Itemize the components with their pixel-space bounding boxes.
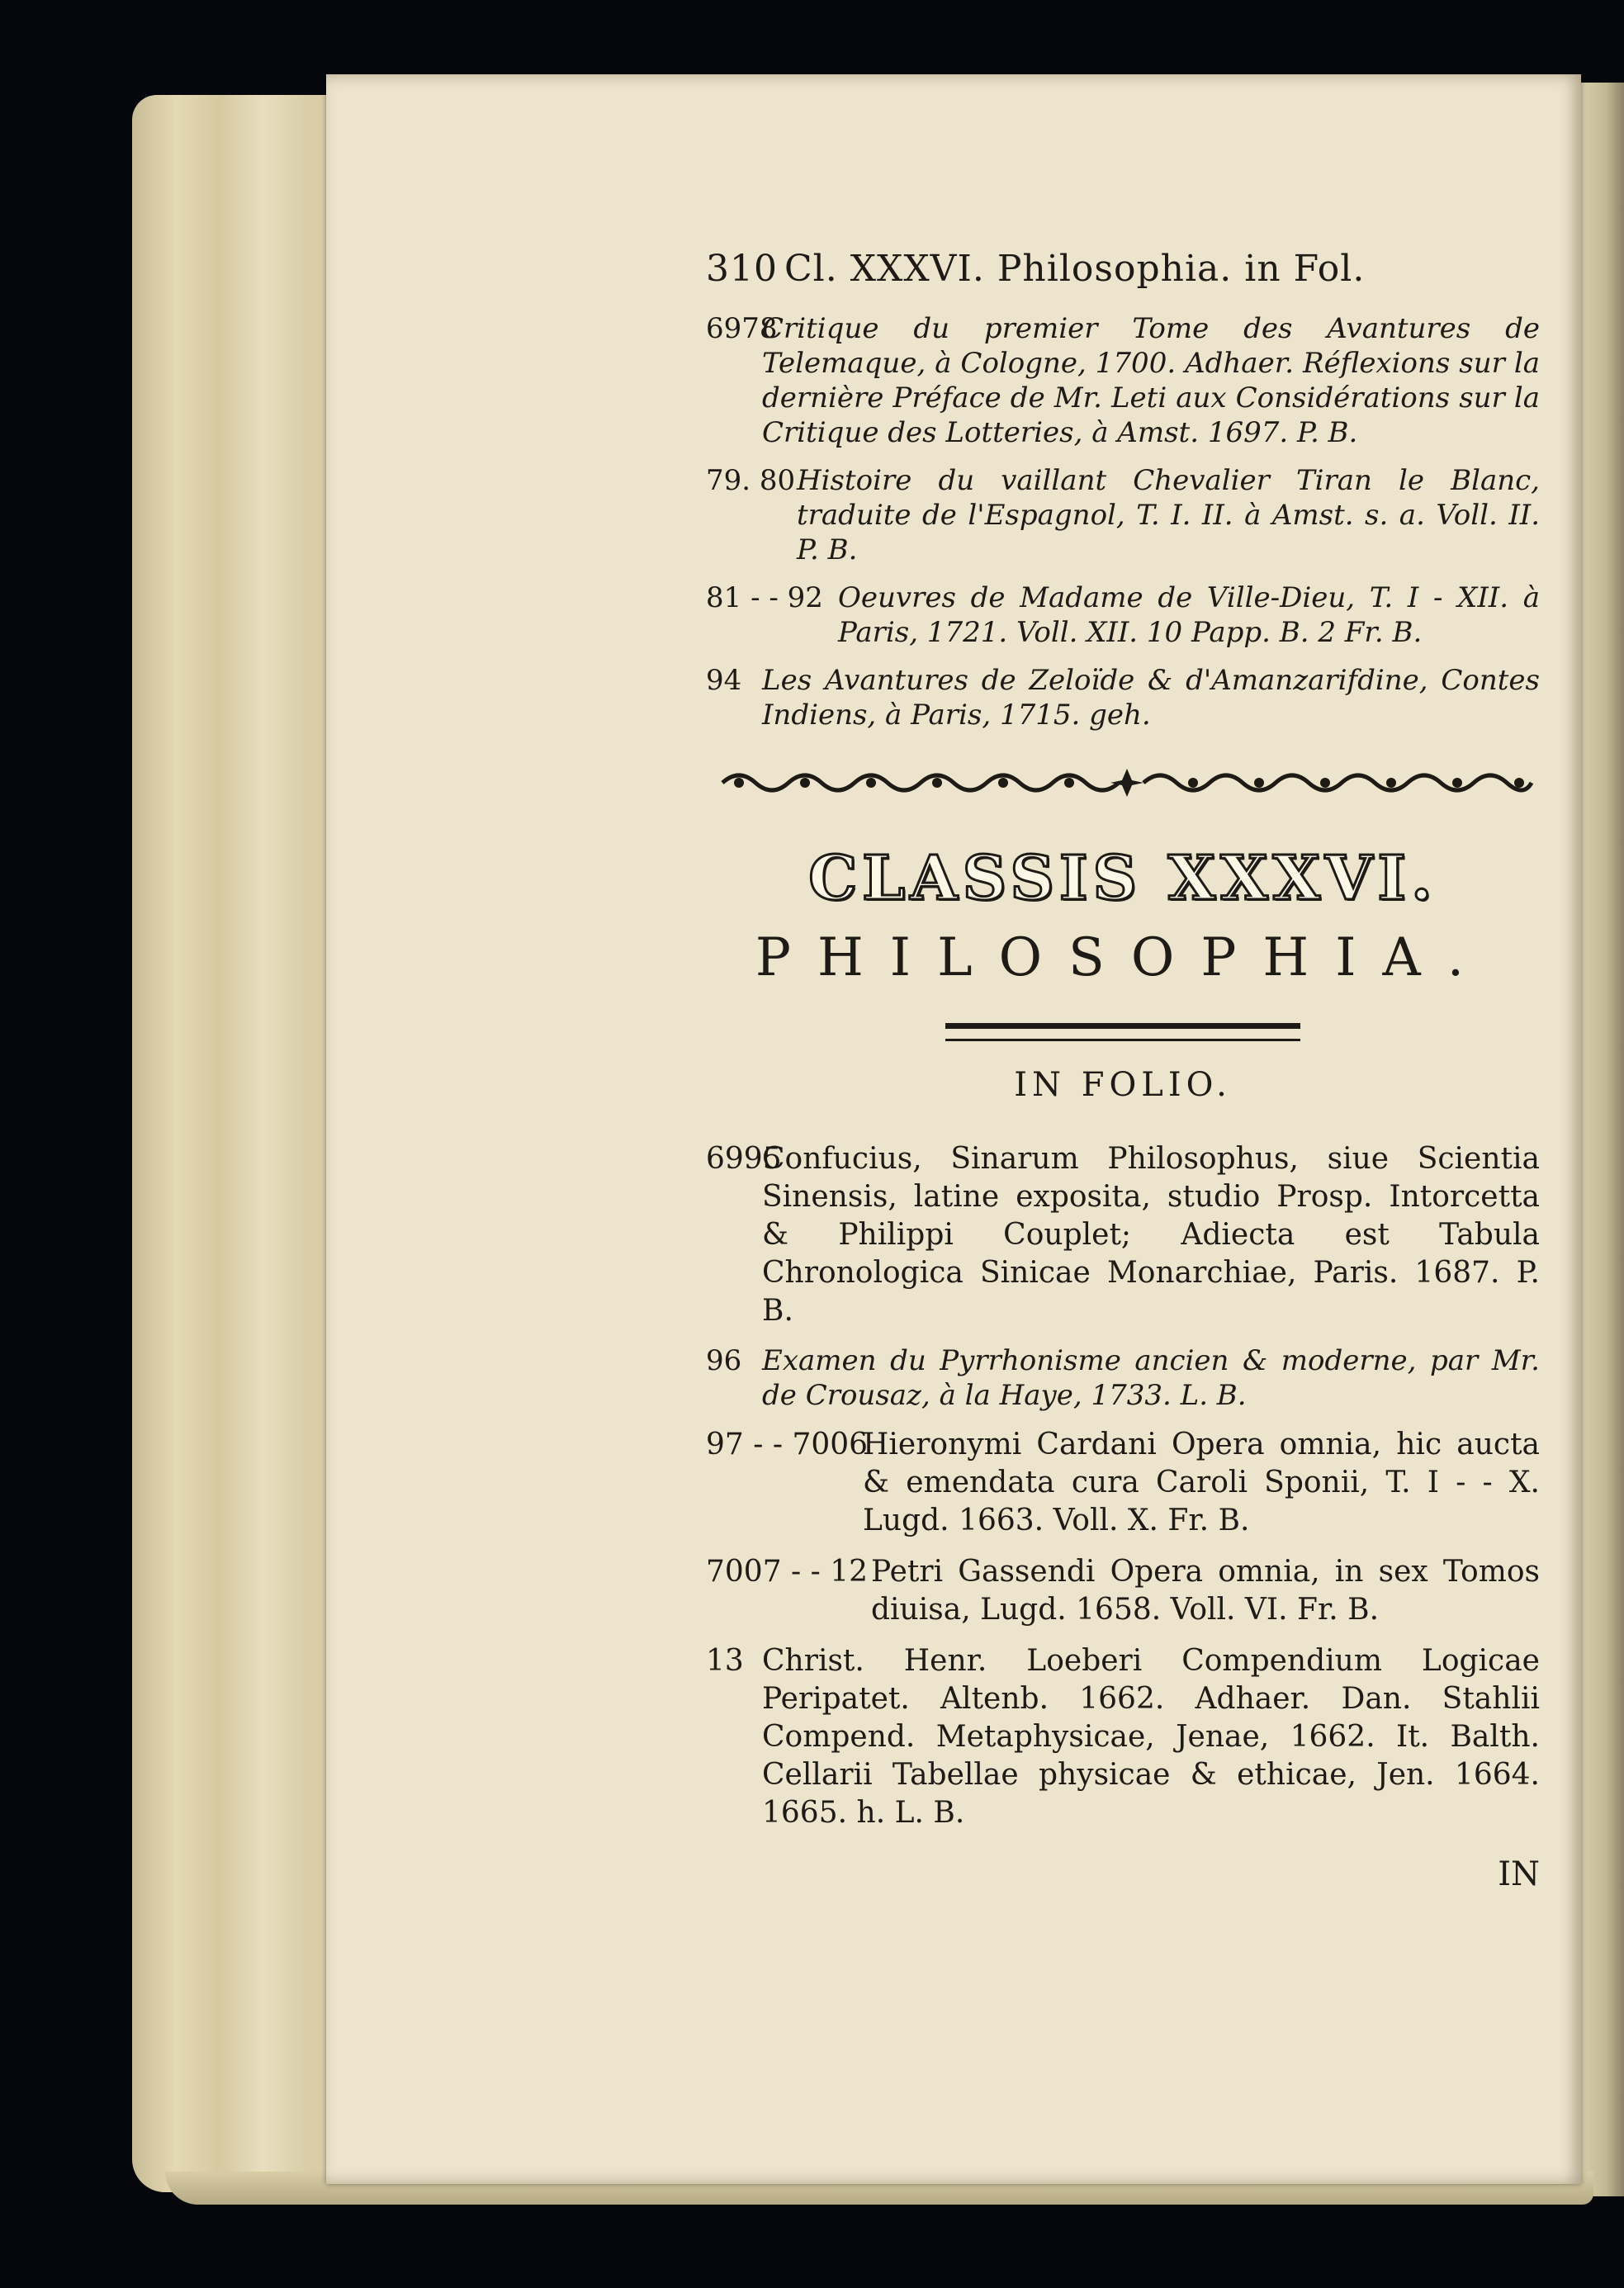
entry-text: Les Avantures de Zeloïde & d'Amanzarifdine, Contes Indiens, à Paris, 1715. geh. [762, 664, 1540, 732]
running-title: Cl. XXXVI. Philosophia. in Fol. [784, 248, 1366, 290]
entries-top [706, 311, 1540, 732]
entry-text: Critique du premier Tome des Avantures de Telemaque, à Cologne, 1700. Adhaer. Réflexions sur la dernière Préface de Mr. Leti aux Considérations sur la Critique des Lotteries, à Amst. 1697. P. B. [762, 312, 1540, 449]
catalog-entry [706, 1426, 1540, 1540]
entry-text: Confucius, Sinarum Philosophus, siue Scientia Sinensis, latine exposita, studio Prosp. Intorcetta & Philippi Couplet; Adiecta est Tabula Chronologica Sinicae Monarchiae, Paris. 1687. P. B. [762, 1142, 1540, 1328]
entry-number: 94 [706, 664, 742, 697]
catchword: IN [1498, 1855, 1540, 1893]
catalog-entry [706, 1553, 1540, 1629]
entry-number: 96 [706, 1344, 742, 1377]
entry-number: 81 - - 92 [706, 581, 823, 614]
entry-text: Christ. Henr. Loeberi Compendium Logicae Peripatet. Altenb. 1662. Adhaer. Dan. Stahlii Compend. Metaphysicae, Jenae, 1662. It. Balth. Cellarii Tabellae physicae & ethicae, Jen. 1664. 1665. h. L. B. [762, 1644, 1540, 1830]
catalog-entry [706, 463, 1540, 567]
running-head [706, 248, 1540, 290]
catalog-entry [706, 1140, 1540, 1330]
entry-number: 13 [706, 1644, 744, 1678]
entry-number: 6995 [706, 1142, 782, 1176]
entry-text: Oeuvres de Madame de Ville-Dieu, T. I - XII. à Paris, 1721. Voll. XII. 10 Papp. B. 2 Fr. B. [838, 581, 1540, 649]
catalog-entry [706, 663, 1540, 732]
entry-text: Petri Gassendi Opera omnia, in sex Tomos diuisa, Lugd. 1658. Voll. VI. Fr. B. [871, 1555, 1540, 1627]
catalog-entry [706, 1642, 1540, 1832]
entry-number: 6978 [706, 312, 778, 345]
entry-text: Histoire du vaillant Chevalier Tiran le Blanc, traduite de l'Espagnol, T. I. II. à Amst. s. a. Voll. II. P. B. [797, 464, 1540, 566]
entry-text: Examen du Pyrrhonisme ancien & moderne, par Mr. de Crousaz, à la Haye, 1733. L. B. [762, 1344, 1540, 1412]
entry-number: 7007 - - 12 [706, 1555, 869, 1589]
page-number: 310 [706, 248, 778, 290]
subject-heading: PHILOSOPHIA. [755, 927, 1491, 988]
facing-page-edge [1579, 83, 1624, 2196]
ornament-border [714, 767, 1540, 798]
entry-number: 79. 80 [706, 464, 796, 497]
entries-bottom [706, 1140, 1540, 1832]
entry-text: Hieronymi Cardani Opera omnia, hic aucta & emendata cura Caroli Sponii, T. I - - X. Lugd. 1663. Voll. X. Fr. B. [863, 1428, 1540, 1537]
format-heading: IN FOLIO. [1014, 1066, 1232, 1104]
catalog-entry [706, 1343, 1540, 1413]
catalog-entry [706, 580, 1540, 650]
catalog-entry [706, 311, 1540, 450]
class-heading: CLASSIS XXXVI. [808, 843, 1437, 914]
entry-number: 97 - - 7006 [706, 1428, 869, 1461]
double-rule-divider [945, 1023, 1300, 1041]
page-content [706, 248, 1540, 1893]
